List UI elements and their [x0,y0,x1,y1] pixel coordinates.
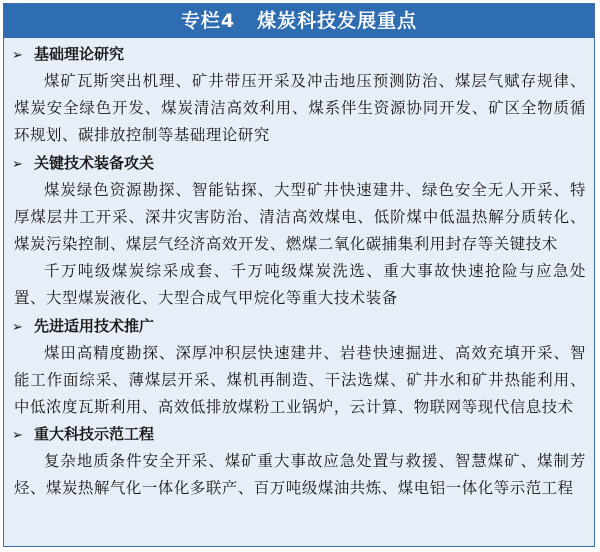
section-heading-text: 重大科技示范工程 [34,425,155,444]
section-basic-theory-research [4,41,594,150]
section-heading-text: 先进适用技术推广 [34,316,155,335]
section-key-technology-equipment [4,150,594,313]
section-heading-text: 基础理论研究 [34,45,125,63]
section-paragraph: 煤田高精度勘探、深厚冲积层快速建井、岩巷快速掘进、高效充填开采、智能工作面综采、薄煤层开采、煤机再制造、干法选煤、矿井水和矿井热能利用、中低浓度瓦斯利用、高效低排放煤粉工业锅炉，云计算、物联网等现代信息技术 [14,343,586,417]
section-heading [4,313,594,340]
arrow-bullet-icon: ➢ [12,48,23,63]
section-heading [4,421,594,448]
column-title: 煤炭科技发展重点 [257,10,418,32]
section-heading-text: 关键技术装备攻关 [34,153,155,172]
section-paragraph: 复杂地质条件安全开采、煤矿重大事故应急处置与救援、智慧煤矿、煤制芳烃、煤炭热解气化一体化多联产、百万吨级煤油共炼、煤电铝一体化等示范工程 [14,452,586,498]
arrow-bullet-icon: ➢ [12,319,23,335]
section-heading [4,150,594,177]
column-content [4,41,594,503]
section-advanced-technology-promotion [4,313,594,422]
section-heading [4,41,594,68]
section-paragraph: 煤矿瓦斯突出机理、矿井带压开采及冲击地压预测防治、煤层气赋存规律、煤炭安全绿色开发、煤炭清洁高效利用、煤系伴生资源协同开发、矿区全物质循环规划、碳排放控制等基础理论研究 [14,72,586,145]
section-paragraph: 千万吨级煤炭综采成套、千万吨级煤炭洗选、重大事故快速抢险与应急处置、大型煤炭液化、大型合成气甲烷化等重大技术装备 [14,262,586,308]
arrow-bullet-icon: ➢ [12,156,23,172]
column-number: 专栏4 [180,10,236,32]
section-major-demonstration-projects [4,421,594,502]
section-paragraph: 煤炭绿色资源勘探、智能钻探、大型矿井快速建井、绿色安全无人开采、特厚煤层井工开采、深井灾害防治、清洁高效煤电、低阶煤中低温热解分质转化、煤炭污染控制、煤层气经济高效开发、燃煤二氧化碳捕集利用封存等关键技术 [14,180,586,254]
column-title-bar [4,4,594,38]
feature-column-panel [3,3,595,547]
arrow-bullet-icon: ➢ [12,428,23,444]
